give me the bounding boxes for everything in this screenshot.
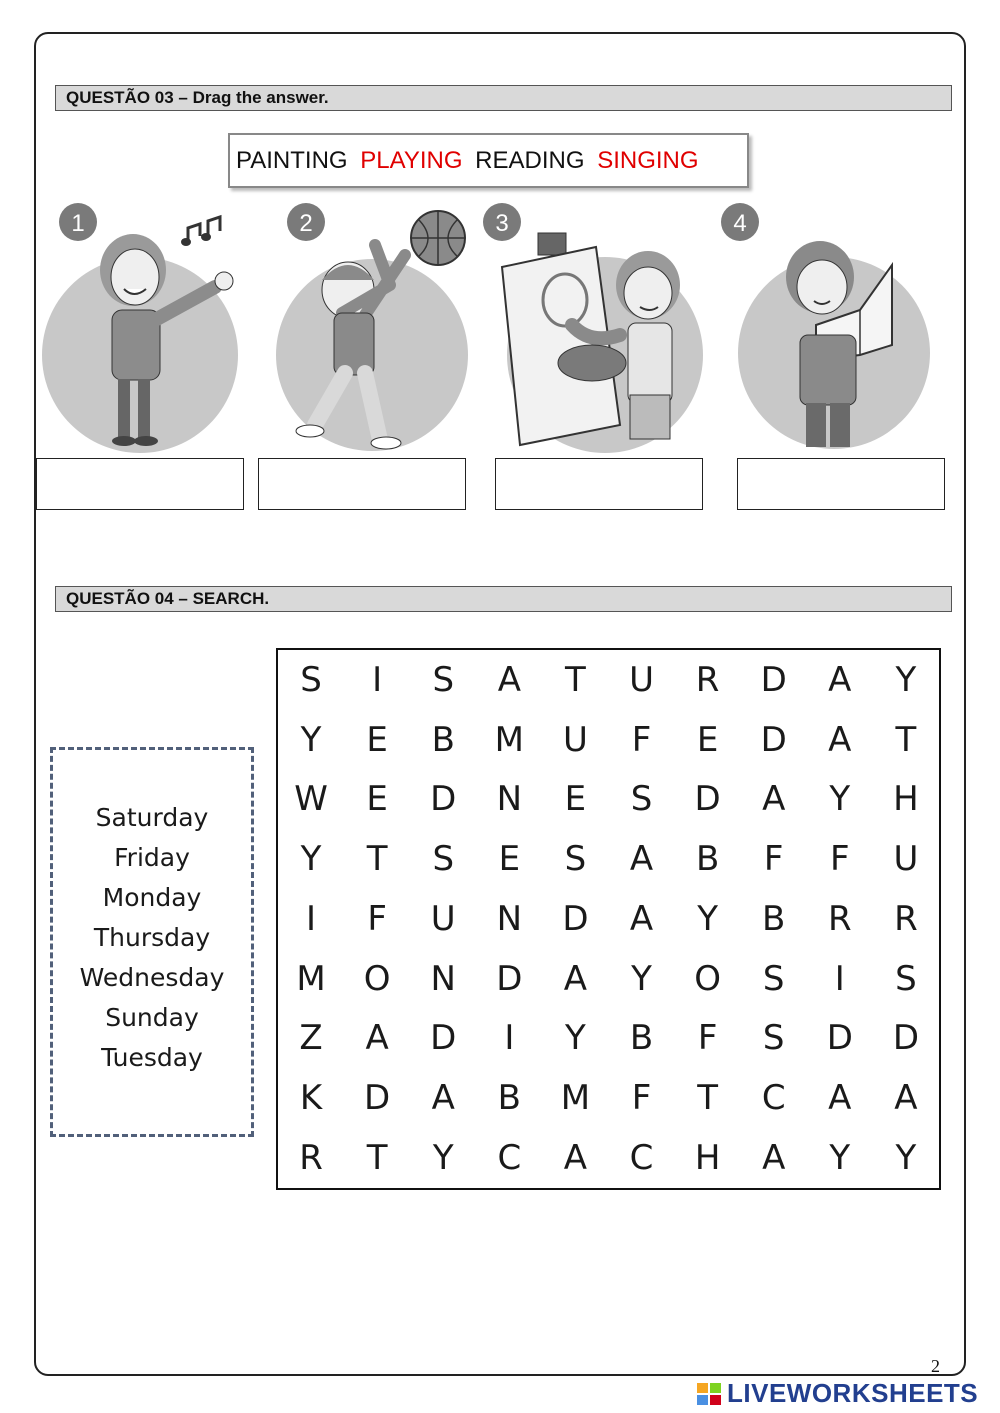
grid-row: [278, 1068, 939, 1128]
grid-letter[interactable]: N: [496, 898, 523, 939]
grid-letter[interactable]: E: [564, 779, 587, 820]
grid-row: [278, 650, 939, 710]
grid-letter[interactable]: D: [826, 1018, 853, 1059]
word-search-grid: [276, 648, 941, 1190]
grid-letter[interactable]: M: [560, 1078, 591, 1119]
grid-letter[interactable]: Y: [631, 958, 652, 999]
girl-singing-illustration: [40, 195, 260, 455]
grid-letter[interactable]: Z: [299, 1018, 323, 1059]
grid-letter[interactable]: W: [294, 779, 328, 820]
answer-drop-box-2[interactable]: [258, 458, 466, 510]
grid-letter[interactable]: E: [366, 719, 388, 760]
grid-letter[interactable]: D: [496, 958, 523, 999]
grid-letter[interactable]: D: [430, 1018, 457, 1059]
grid-letter[interactable]: F: [367, 898, 387, 939]
grid-row: [278, 829, 939, 889]
word-list-item: Tuesday: [101, 1043, 203, 1072]
grid-letter[interactable]: D: [364, 1078, 391, 1119]
grid-letter[interactable]: Y: [895, 659, 917, 700]
grid-letter[interactable]: K: [299, 1078, 323, 1119]
grid-letter[interactable]: F: [763, 839, 784, 880]
grid-letter[interactable]: Y: [829, 779, 851, 820]
grid-row: [278, 710, 939, 770]
word-list-item: Wednesday: [79, 963, 225, 992]
grid-letter[interactable]: A: [828, 719, 852, 760]
grid-letter[interactable]: Y: [895, 1138, 917, 1179]
word-list-item: Thursday: [93, 923, 211, 952]
picture-number: 3: [495, 210, 509, 237]
word-bank-item[interactable]: READING: [475, 147, 585, 174]
grid-row: [278, 770, 939, 830]
grid-row: [278, 1128, 939, 1188]
grid-letter[interactable]: A: [431, 1078, 455, 1119]
word-list-item: Sunday: [105, 1003, 199, 1032]
word-bank-item[interactable]: PAINTING: [236, 147, 348, 174]
grid-letter[interactable]: D: [430, 779, 457, 820]
grid-letter[interactable]: Y: [432, 1138, 454, 1179]
grid-letter[interactable]: T: [565, 659, 586, 700]
girl-painting-illustration: [480, 195, 700, 455]
grid-letter[interactable]: F: [631, 1078, 652, 1119]
grid-letter[interactable]: Y: [300, 839, 322, 880]
liveworksheets-logo: LIVEWORKSHEETS: [697, 1378, 978, 1409]
word-list-box: [50, 747, 254, 1137]
grid-letter[interactable]: R: [299, 1138, 323, 1179]
grid-letter[interactable]: F: [697, 1018, 718, 1059]
grid-letter[interactable]: B: [431, 719, 455, 760]
grid-letter[interactable]: D: [760, 659, 787, 700]
grid-letter[interactable]: U: [629, 659, 654, 700]
grid-letter[interactable]: R: [695, 659, 720, 700]
grid-letter[interactable]: S: [895, 958, 917, 999]
grid-letter[interactable]: H: [694, 1138, 721, 1179]
grid-letter[interactable]: O: [363, 958, 391, 999]
word-bank-item[interactable]: PLAYING: [360, 147, 463, 174]
grid-letter[interactable]: S: [432, 839, 455, 880]
answer-drop-box-1[interactable]: [36, 458, 244, 510]
grid-letter[interactable]: O: [694, 958, 721, 999]
grid-row: [278, 1009, 939, 1069]
answer-drop-box-3[interactable]: [495, 458, 703, 510]
grid-letter[interactable]: C: [497, 1138, 522, 1179]
grid-letter[interactable]: D: [562, 898, 589, 939]
grid-letter[interactable]: A: [828, 1078, 852, 1119]
grid-letter[interactable]: Y: [829, 1138, 851, 1179]
logo-blocks-icon: [697, 1383, 725, 1407]
question-3-title: QUESTÃO 03 – Drag the answer.: [55, 85, 952, 111]
grid-letter[interactable]: B: [762, 898, 786, 939]
grid-letter[interactable]: U: [430, 898, 456, 939]
grid-letter[interactable]: I: [372, 659, 383, 700]
grid-letter[interactable]: Y: [565, 1018, 586, 1059]
grid-letter[interactable]: I: [504, 1018, 515, 1059]
grid-letter[interactable]: A: [828, 659, 852, 700]
grid-letter[interactable]: E: [366, 779, 388, 820]
grid-row: [278, 889, 939, 949]
grid-row: [278, 949, 939, 1009]
boy-reading-illustration: [720, 195, 940, 455]
grid-letter[interactable]: N: [430, 958, 456, 999]
word-bank-item[interactable]: SINGING: [597, 147, 699, 174]
grid-letter[interactable]: T: [366, 1138, 388, 1179]
page-number: 2: [931, 1356, 940, 1376]
grid-letter[interactable]: A: [762, 1138, 786, 1179]
grid-letter[interactable]: I: [306, 898, 317, 939]
grid-letter[interactable]: F: [631, 719, 652, 760]
grid-letter[interactable]: A: [629, 839, 654, 880]
grid-letter[interactable]: S: [762, 1018, 785, 1059]
grid-letter[interactable]: F: [830, 839, 850, 880]
grid-letter[interactable]: T: [697, 1078, 718, 1119]
grid-letter[interactable]: D: [892, 1018, 920, 1059]
grid-letter[interactable]: S: [564, 839, 587, 880]
picture-number: 2: [299, 210, 313, 237]
grid-letter[interactable]: S: [300, 659, 322, 700]
grid-letter[interactable]: A: [497, 659, 521, 700]
grid-letter[interactable]: B: [695, 839, 720, 880]
grid-letter[interactable]: A: [894, 1078, 918, 1119]
grid-letter[interactable]: U: [893, 839, 919, 880]
grid-letter[interactable]: S: [762, 958, 785, 999]
grid-letter[interactable]: Y: [300, 719, 322, 760]
word-list-item: Saturday: [95, 803, 209, 832]
grid-letter[interactable]: T: [895, 719, 917, 760]
grid-letter[interactable]: U: [562, 719, 588, 760]
grid-letter[interactable]: S: [432, 659, 455, 700]
grid-letter[interactable]: E: [498, 839, 521, 880]
grid-letter[interactable]: A: [563, 1138, 588, 1179]
grid-letter[interactable]: A: [563, 958, 588, 999]
grid-letter[interactable]: C: [761, 1078, 786, 1119]
answer-drop-box-4[interactable]: [737, 458, 945, 510]
grid-letter[interactable]: C: [629, 1138, 654, 1179]
grid-letter[interactable]: N: [496, 779, 523, 820]
grid-letter[interactable]: A: [365, 1018, 389, 1059]
grid-letter[interactable]: M: [494, 719, 524, 760]
grid-letter[interactable]: B: [497, 1078, 521, 1119]
grid-letter[interactable]: R: [827, 898, 852, 939]
word-bank: [228, 133, 749, 188]
grid-letter[interactable]: E: [696, 719, 719, 760]
grid-letter[interactable]: B: [629, 1018, 654, 1059]
word-list-item: Friday: [114, 843, 190, 872]
grid-letter[interactable]: M: [296, 958, 326, 999]
picture-number: 1: [71, 210, 85, 237]
grid-letter[interactable]: A: [629, 898, 654, 939]
word-list-item: Monday: [102, 883, 202, 912]
grid-letter[interactable]: D: [760, 719, 787, 760]
picture-number: 4: [733, 210, 747, 237]
question-4-title: QUESTÃO 04 – SEARCH.: [55, 586, 952, 612]
grid-letter[interactable]: I: [834, 958, 845, 999]
grid-letter[interactable]: Y: [697, 898, 718, 939]
grid-letter[interactable]: H: [893, 779, 919, 820]
grid-letter[interactable]: S: [630, 779, 653, 820]
grid-letter[interactable]: R: [894, 898, 918, 939]
grid-letter[interactable]: A: [762, 779, 786, 820]
boy-playing-ball-illustration: [270, 195, 490, 455]
grid-letter[interactable]: D: [694, 779, 721, 820]
grid-letter[interactable]: T: [366, 839, 388, 880]
